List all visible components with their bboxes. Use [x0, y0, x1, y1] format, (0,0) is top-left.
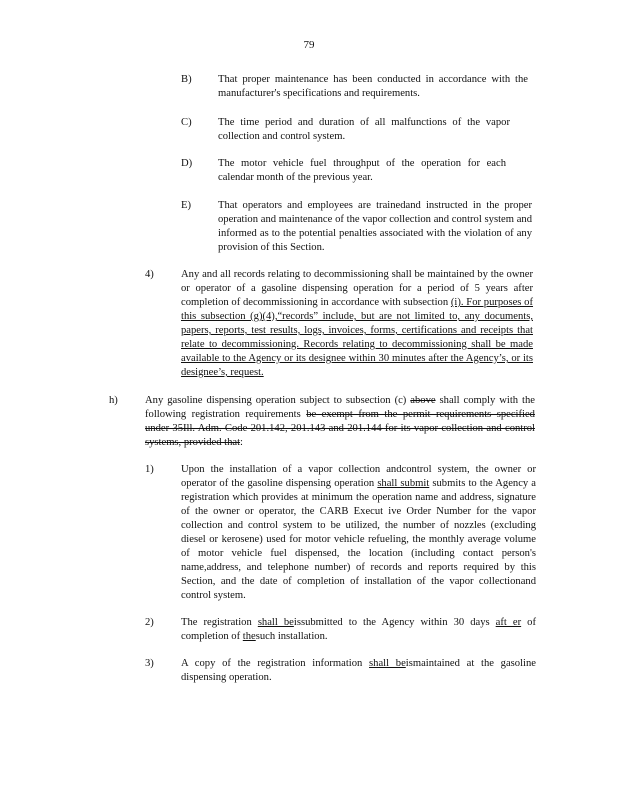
h-item-2-part3: of completion of: [181, 617, 536, 642]
list-item-d-text: The motor vehicle fuel throughput of the operation for each calendar month of the previous year.: [218, 158, 506, 183]
list-item-e-text: That operators and employees are trainedand instructed in the proper operation and maintenance of the vapor collection and control system and informed as to the potential penalties associated with the violation of any provision of this Section.: [218, 200, 532, 253]
h-item-2-inserted-3: the: [242, 631, 256, 642]
h-item-3-part1: A copy of the registration information: [181, 658, 370, 669]
h-item-2-part1: The registration: [181, 617, 258, 628]
section-h-label: h): [109, 395, 118, 406]
section-h-text-end: :: [240, 437, 243, 448]
section-h-deleted-clause: be exempt from the permit requirements specified under 35Ill. Adm. Code 201.142, 201.143 and 201.144 for its vapor collection and control systems, provided that: [145, 409, 535, 448]
h-item-3-part2: ismaintained at the gasoline dispensing operation.: [181, 658, 536, 683]
h-item-1-text: [181, 463, 536, 603]
section-h-text-start: Any gasoline dispensing operation subject to subsection (c): [145, 395, 411, 406]
list-label-d: D): [181, 158, 193, 169]
list-label-e: E): [181, 200, 191, 211]
h-item-2-inserted-2: aft er: [495, 617, 522, 628]
h-item-2-text: [181, 616, 536, 644]
item-4-label: 4): [145, 269, 154, 280]
list-label-b: B): [181, 74, 192, 85]
section-h-deleted-above: above: [410, 395, 436, 406]
h-item-2-inserted-1: shall be: [257, 617, 294, 628]
h-item-1-label: 1): [145, 464, 154, 475]
item-4-text: [181, 268, 533, 380]
h-item-1-inserted: shall submit: [377, 478, 430, 489]
h-item-1-part2: submits to the Agency a registration which provides at minimum the operation name and address, signature of the owner or operator, the CARB Execut ive Order Number for the vapor collection and control system to be utilized, the number of nozzles (excluding diesel or kerosene) used for motor vehicle refueling, the monthly average volume of motor vehicle fuel dispensed, the location (including contact person's name,address, and telephone number) of records and reports required by this Section, and the date of completion of installation of the vapor collectionand control system.: [181, 478, 537, 601]
h-item-2-part2: issubmitted to the Agency within 30 days: [293, 617, 496, 628]
list-label-c: C): [181, 117, 192, 128]
section-h-text-mid: shall comply with the following registration requirements: [145, 395, 535, 420]
h-item-1-part1: Upon the installation of a vapor collection andcontrol system, the owner or operator of the gasoline dispensing operation: [181, 464, 536, 489]
page-number: 79: [303, 39, 315, 51]
h-item-2-label: 2): [145, 617, 154, 628]
h-item-3-text: [181, 657, 536, 685]
h-item-3-inserted: shall be: [369, 658, 406, 669]
h-item-2-part4: such installation.: [255, 631, 328, 642]
list-item-c-text: The time period and duration of all malfunctions of the vapor collection and control system.: [218, 117, 510, 142]
item-4-plain-text: Any and all records relating to decommissioning shall be maintained by the owner or operator of a gasoline dispensing operation for a period of 5 years after completion of decommissioning in accordance with subsection: [181, 269, 533, 308]
section-h-text: [145, 394, 535, 450]
item-4-inserted-text: (i). For purposes of this subsection (g)(4),“records” include, but are not limited to, any documents, papers, reports, test results, logs, invoices, forms, certifications and receipts that relate to decommissioning. Records relating to decommissioning shall be made available to the Agency or its designee within 30 minutes after the Agency’s, or its designee’s, request.: [181, 297, 534, 378]
list-item-b-text: That proper maintenance has been conducted in accordance with the manufacturer's specifications and requirements.: [218, 74, 528, 99]
h-item-3-label: 3): [145, 658, 154, 669]
